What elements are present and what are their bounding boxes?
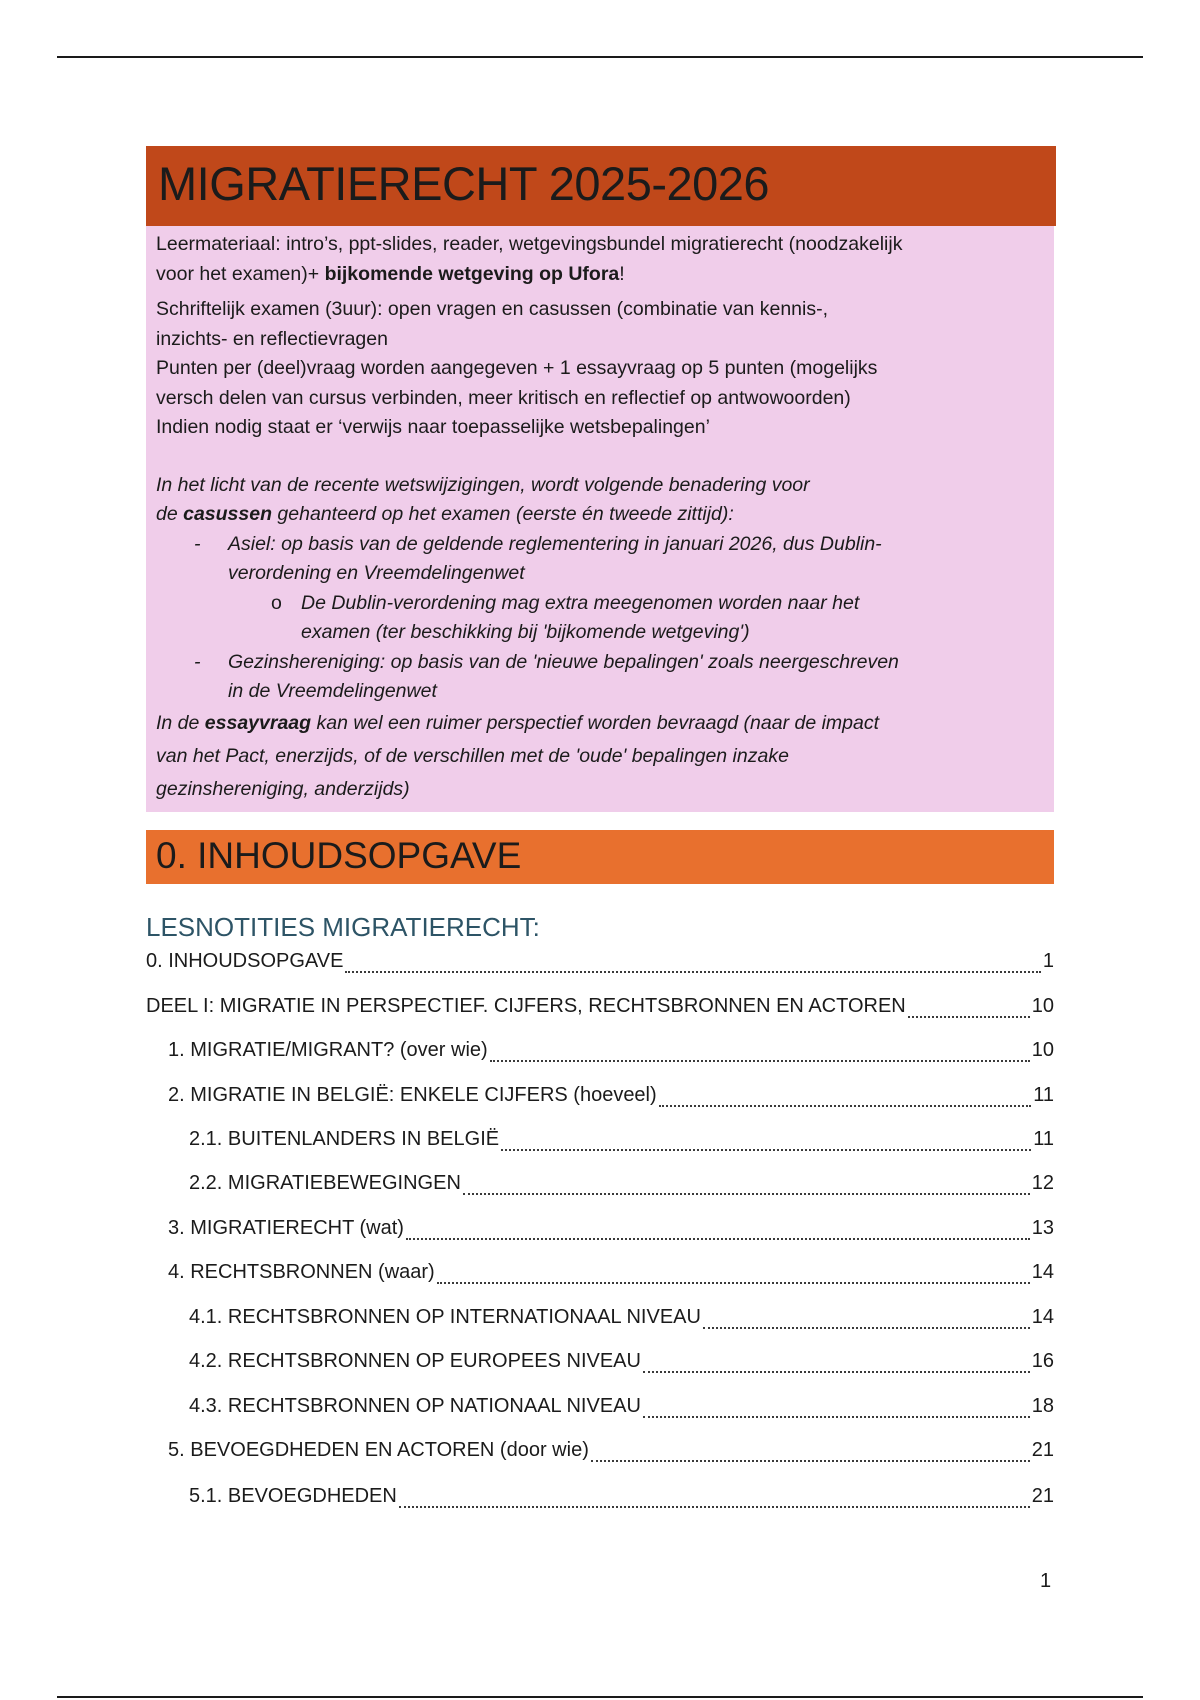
toc-subtitle: LESNOTITIES MIGRATIERECHT: <box>146 912 540 942</box>
toc-entry[interactable]: 4.3. RECHTSBRONNEN OP NATIONAAL NIVEAU 18 <box>189 1395 1054 1417</box>
toc-entry[interactable]: 5. BEVOEGDHEDEN EN ACTOREN (door wie) 21 <box>168 1439 1054 1461</box>
toc-entry[interactable]: 2. MIGRATIE IN BELGIË: ENKELE CIJFERS (hoeveel) 11 <box>168 1084 1054 1106</box>
bullet-item-asiel: - Asiel: op basis van de geldende reglementering in januari 2026, dus Dublin- <box>194 532 882 555</box>
toc-entry[interactable]: 1. MIGRATIE/MIGRANT? (over wie) 10 <box>168 1039 1054 1061</box>
info-line: In de essayvraag kan wel een ruimer perspectief worden bevraagd (naar de impact <box>156 711 880 734</box>
toc-entry[interactable]: 4.1. RECHTSBRONNEN OP INTERNATIONAAL NIVEAU 14 <box>189 1306 1054 1328</box>
info-line: Leermateriaal: intro’s, ppt-slides, reader, wetgevingsbundel migratierecht (noodzakelijk <box>156 233 903 255</box>
info-line: Punten per (deel)vraag worden aangegeven + 1 essayvraag op 5 punten (mogelijks <box>156 357 878 379</box>
toc-entry[interactable]: 2.2. MIGRATIEBEWEGINGEN 12 <box>189 1172 1054 1194</box>
toc-entry[interactable]: 2.1. BUITENLANDERS IN BELGIË 11 <box>189 1128 1054 1150</box>
info-line: van het Pact, enerzijds, of de verschillen met de 'oude' bepalingen inzake <box>156 744 789 767</box>
info-line: inzichts- en reflectievragen <box>156 327 388 350</box>
ufora-highlight: bijkomende wetgeving op Ufora <box>324 262 620 285</box>
bullet-item-asiel-cont: verordening en Vreemdelingenwet <box>228 562 525 584</box>
toc-entry[interactable]: 5.1. BEVOEGDHEDEN 21 <box>189 1485 1054 1507</box>
toc-entry[interactable]: DEEL I: MIGRATIE IN PERSPECTIEF. CIJFERS, RECHTSBRONNEN EN ACTOREN 10 <box>146 995 1054 1017</box>
info-line: de casussen gehanteerd op het examen (eerste én tweede zittijd): <box>156 503 734 525</box>
sub-bullet-dublin-cont: examen (ter beschikking bij 'bijkomende wetgeving') <box>301 621 750 643</box>
bullet-item-gezin-cont: in de Vreemdelingenwet <box>228 680 437 702</box>
bullet-item-gezin: - Gezinshereniging: op basis van de 'nieuwe bepalingen' zoals neergeschreven <box>194 650 899 673</box>
toc-entry[interactable]: 4. RECHTSBRONNEN (waar) 14 <box>168 1261 1054 1283</box>
info-line: gezinshereniging, anderzijds) <box>156 777 410 800</box>
toc-heading: 0. INHOUDSOPGAVE <box>146 830 1054 884</box>
page-number: 1 <box>1040 1570 1052 1592</box>
sub-bullet-dublin: o De Dublin-verordening mag extra meegenomen worden naar het <box>271 591 860 614</box>
info-line: versch delen van cursus verbinden, meer kritisch en reflectief op antwowoorden) <box>156 386 851 409</box>
exam-info-box <box>146 226 1054 812</box>
toc-entry[interactable]: 3. MIGRATIERECHT (wat) 13 <box>168 1217 1054 1239</box>
document-title: MIGRATIERECHT 2025-2026 <box>146 146 1056 226</box>
header-rule <box>57 56 1143 58</box>
toc-entry[interactable]: 0. INHOUDSOPGAVE 1 <box>146 950 1054 972</box>
info-line: voor het examen)+ bijkomende wetgeving op Ufora! <box>156 262 625 285</box>
info-line: In het licht van de recente wetswijzigingen, wordt volgende benadering voor <box>156 473 810 496</box>
toc-entry[interactable]: 4.2. RECHTSBRONNEN OP EUROPEES NIVEAU 16 <box>189 1350 1054 1372</box>
info-line: Indien nodig staat er ‘verwijs naar toepasselijke wetsbepalingen’ <box>156 416 710 438</box>
footer-rule <box>57 1696 1143 1698</box>
info-line: Schriftelijk examen (3uur): open vragen en casussen (combinatie van kennis-, <box>156 298 829 320</box>
